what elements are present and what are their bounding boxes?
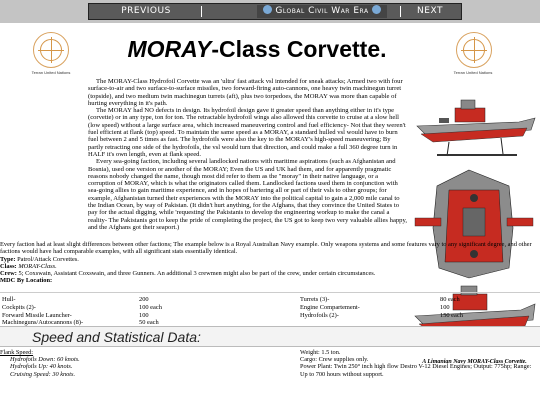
speed-item: Hydrofoils Down: 60 knots. [10,356,80,364]
power-plant-stat: Power Plant: Twin 250° inch high flow Destro V-12 Diesel Engines; Output: 775hp; Range: Up to 700 hours without support. [300,363,532,378]
weight-stat: Weight: 1.5 ton. [300,349,341,356]
nav-divider [201,6,202,17]
mdc-col-1: Hull- Cockpits (2)- Forward Missile Launcher- Machineguns/Autocannons (8)- [2,296,84,327]
previous-link[interactable] [92,5,200,18]
section-header [0,326,540,347]
un-emblem-right-icon [456,32,492,68]
nav-divider [400,6,401,17]
globe-icon [372,5,381,14]
class-line: Class: MORAY-Class. [0,262,57,270]
previous-label: PREVIOUS [121,6,171,16]
cargo-stat: Cargo: Crew supplies only. [300,356,369,364]
article-body-wide [0,241,540,285]
nav-strip [88,3,462,20]
flank-speed-heading: Flank Speed: [0,349,34,356]
logo-caption: Terran United Nations [31,70,71,75]
top-navigation-bar [0,0,540,23]
globe-icon [263,5,272,14]
next-link[interactable] [402,5,458,18]
mdc-col-4: 80 each 100 150 each [440,296,463,319]
home-label: Global Civil War Era [275,6,369,16]
home-link[interactable] [257,5,387,18]
paragraph-variants: Every faction had at least slight differences between other factions; The example below is a Royal Australian Navy example. Only weapons systems and some features vary to any significant degree, and other factions would have had comparable examples, with all significant stats essentially identical. [0,241,532,256]
mdc-table [0,292,540,326]
mdc-col-2: 200 100 each 100 50 each [139,296,162,327]
section-title: Speed and Statistical Data: [32,329,201,345]
speed-item: Cruising Speed: 30 knots. [10,370,76,378]
page-title: MORAY-Class Corvette. [127,36,387,62]
logo-caption: Terran United Nations [453,70,493,75]
type-line: Type: Patrol/Attack Corvettes. [0,255,79,263]
ship-side-view-icon [417,100,535,156]
article-body [88,78,407,231]
crew-line: Crew: 5; Coxswain, Assistant Coxswain, and three Gunners. An additional 3 crewmen might also be part of the crew, under certain circumstances. [0,270,376,278]
paragraph-design: The MORAY had NO defects in design. Its hydrofoil design gave it greater speed than anything either in it's type (corvette) or in any type, ton for ton. The retractable hydrofoil wings also allowed this corvette to cruise at a slow hell (low speed) without a large surface area, which increased maneuvering control and fuel efficiency- Not that they weren't fuel efficient at flank (top) speed. To maintain the same speed as a MORAY, a standard hulled vsl would have to burn fuel between 2 and 5 times as fast. The hydrofoils were also the key to the MORAY's high-speed maneuvering; By partly retracting one side of the hydrofoils, the vsl would turn that direction, and could make a full 360 degree turn in HALF it's own length, even at flank speed. [88,107,406,158]
speed-item: Hydrofoils Up: 40 knots. [10,363,73,371]
speed-column [0,349,264,378]
un-emblem-left-icon [33,32,69,68]
next-label: NEXT [417,6,443,16]
speed-stats [0,346,540,405]
stats-column [300,349,540,378]
mdc-col-3: Turrets (3)- Engine Compartement- Hydrofoils (2)- [300,296,360,319]
image-caption: A Limanian Navy MORAY-Class Corvette. [422,359,527,365]
paragraph-history: Every sea-going faction, including several landlocked nations with maritime aspirations (such as Afghanistan and Bosnia), used one version or another of the MORAY; Even the US and UK had them, and for apparently pragmatic reasons nobody changed the name, though most did refer to them as the "moray" in their native language, or a corruption of MORAY, which is what the originators called them. Landlocked factions used them in conjunction with sea-going allies to gain maritime experience, and in hopes of bartering all or part of their vsls to other groups; for example, Afghanistan turned their experiences with the MORAY into the political capital to gain a 2,000 mile canal to the Indian Ocean, by way of Pakistan. (It didn't hurt anything, for the Afghans, that they convince the United States to pay for the actual digging, while 'requesting' the Pakistanis to develop the engineering workup to make the canal a reality- The Pakistanis got to keep the pride of completing the project, the US got to keep two very valuable allies happy, and the Afghans got their seaport.) [88,158,407,231]
paragraph-intro: The MORAY-Class Hydrofoil Corvette was an 'ultra' fast attack vsl intended for sneak attacks; Armed two with four surface-to-air and two surface-to-surface missiles, two forward-firing auto-cannons, one heavy twin machinegun turret (topside), and two medium twin machinegun turrets (aft), plus two torpedoes, the MORAY was more than capable of hurting everything in it's path. [88,78,403,107]
page-header [0,24,540,76]
mdc-heading: MDC By Location: [0,277,53,285]
